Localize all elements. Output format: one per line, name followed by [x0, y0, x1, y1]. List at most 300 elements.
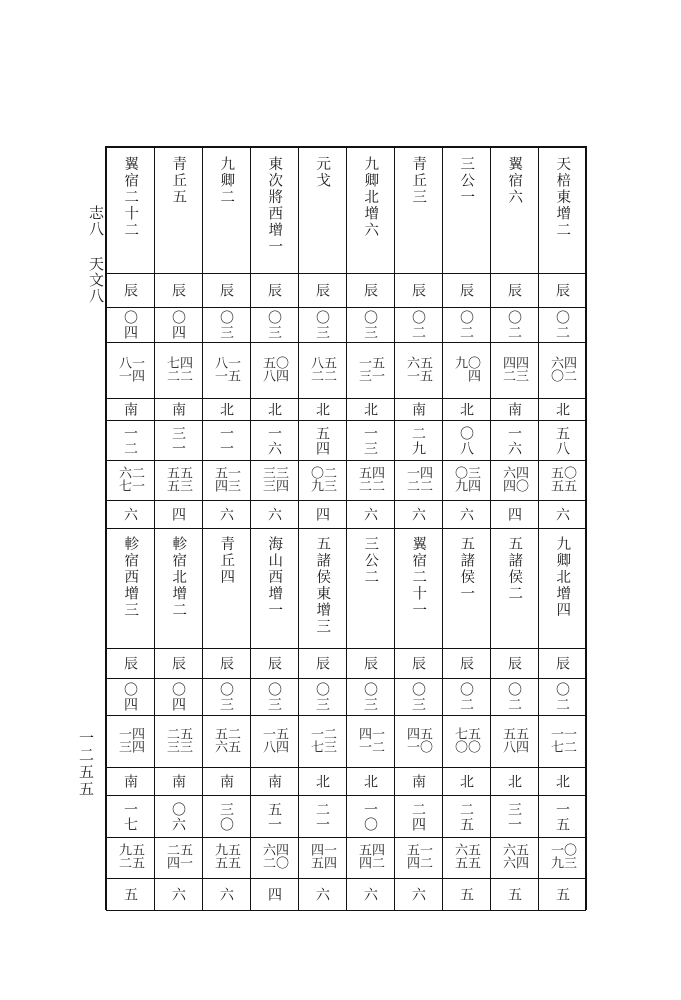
- cell-text: 辰: [170, 283, 186, 298]
- cell-mag: [155, 502, 201, 527]
- cell-deg: [107, 309, 153, 341]
- cell-text: 〇四: [170, 682, 186, 712]
- cell-mag: [203, 880, 249, 909]
- cell-text: 北: [314, 402, 330, 417]
- cell-text: 一〇: [362, 801, 378, 832]
- cell-min: [203, 717, 249, 766]
- cell-name: [395, 536, 441, 646]
- cell-dir: [203, 769, 249, 794]
- cell-text: 五: [458, 887, 474, 902]
- cell-text: 五八: [554, 425, 570, 456]
- cell-text: 青丘四: [218, 536, 235, 586]
- cell-dir: [251, 769, 297, 794]
- cell-text: 五: [554, 887, 570, 902]
- cell-text: 軫宿西增三: [122, 536, 139, 619]
- cell-deg: [203, 309, 249, 341]
- cell-text: 三一: [170, 425, 186, 456]
- cell-deg: [539, 680, 585, 714]
- cell-deg: [539, 309, 585, 341]
- cell-text: 二五: [458, 801, 474, 832]
- cell-text: 一一: [218, 425, 234, 456]
- cell-mag: [395, 880, 441, 909]
- cell-lat-min: [203, 462, 249, 499]
- cell-text: 〇二: [458, 310, 474, 340]
- cell-text: 〇四: [170, 310, 186, 340]
- cell-min: [539, 717, 585, 766]
- cell-text: 〇四: [122, 682, 138, 712]
- cell-text: 四二五四: [356, 843, 384, 869]
- cell-text: 一六: [506, 425, 522, 456]
- cell-text: 四〇六二: [260, 843, 288, 869]
- cell-mag: [347, 880, 393, 909]
- cell-text: 〇二: [506, 310, 522, 340]
- cell-text: 〇三: [362, 682, 378, 712]
- cell-text: 一二一七: [548, 726, 576, 753]
- cell-min: [347, 717, 393, 766]
- cell-dir: [395, 769, 441, 794]
- cell-lat-deg: [107, 422, 153, 459]
- cell-text: 五〇七〇: [452, 726, 480, 753]
- cell-text: 南: [506, 402, 522, 417]
- cell-text: 三四〇九: [452, 465, 480, 492]
- cell-mag: [347, 502, 393, 527]
- cell-text: 四: [266, 887, 282, 902]
- cell-name: [347, 536, 393, 646]
- cell-name: [491, 156, 537, 271]
- cell-text: 南: [410, 774, 426, 789]
- cell-text: 六: [362, 507, 378, 522]
- cell-deg: [155, 309, 201, 341]
- cell-text: 五諸侯一: [458, 536, 475, 602]
- cell-text: 辰: [218, 656, 234, 671]
- cell-text: 辰: [266, 656, 282, 671]
- cell-text: 六: [554, 507, 570, 522]
- cell-dir: [299, 400, 345, 419]
- running-header-volume: 志八: [87, 205, 105, 237]
- cell-dir: [155, 769, 201, 794]
- cell-dir: [395, 400, 441, 419]
- cell-hour: [107, 275, 153, 306]
- cell-deg: [299, 309, 345, 341]
- cell-text: 四二一二: [404, 465, 432, 492]
- table-rule-row: [106, 910, 586, 911]
- cell-deg: [347, 309, 393, 341]
- cell-text: 二四: [410, 801, 426, 832]
- cell-text: 二一六七: [116, 465, 144, 492]
- cell-mag: [539, 502, 585, 527]
- cell-min: [155, 344, 201, 397]
- cell-lat-deg: [395, 422, 441, 459]
- cell-min: [299, 344, 345, 397]
- cell-text: 五諸侯二: [506, 536, 523, 602]
- cell-dir: [491, 400, 537, 419]
- cell-lat-min: [155, 839, 201, 877]
- cell-text: 一六: [266, 425, 282, 456]
- cell-hour: [155, 650, 201, 677]
- cell-text: 四三四二: [500, 355, 528, 382]
- cell-text: 五五九五: [212, 843, 240, 869]
- cell-name: [299, 156, 345, 271]
- cell-text: 〇二: [410, 310, 426, 340]
- cell-text: 〇三一九: [548, 843, 576, 869]
- cell-text: 辰: [554, 656, 570, 671]
- cell-hour: [299, 650, 345, 677]
- cell-min: [395, 717, 441, 766]
- cell-lat-min: [107, 839, 153, 877]
- cell-text: 六: [458, 507, 474, 522]
- cell-lat-min: [251, 462, 297, 499]
- cell-hour: [443, 650, 489, 677]
- cell-lat-deg: [491, 797, 537, 836]
- cell-text: 一三五四: [212, 465, 240, 492]
- cell-lat-deg: [443, 422, 489, 459]
- cell-text: 辰: [218, 283, 234, 298]
- cell-lat-min: [491, 462, 537, 499]
- cell-text: 辰: [410, 656, 426, 671]
- cell-text: 五一二四: [164, 843, 192, 869]
- cell-deg: [491, 680, 537, 714]
- cell-lat-deg: [539, 422, 585, 459]
- cell-mag: [107, 880, 153, 909]
- cell-text: 〇八: [458, 425, 474, 456]
- cell-text: 辰: [458, 283, 474, 298]
- cell-text: 〇五五五: [548, 465, 576, 492]
- cell-name: [251, 536, 297, 646]
- cell-lat-deg: [539, 797, 585, 836]
- cell-hour: [347, 650, 393, 677]
- cell-text: 〇六: [170, 801, 186, 832]
- cell-text: 辰: [266, 283, 282, 298]
- cell-text: 南: [170, 402, 186, 417]
- cell-dir: [539, 400, 585, 419]
- cell-lat-min: [539, 839, 585, 877]
- cell-lat-deg: [107, 797, 153, 836]
- cell-text: 四: [314, 507, 330, 522]
- cell-text: 九卿二: [218, 156, 235, 206]
- cell-text: 〇二: [554, 310, 570, 340]
- cell-text: 五五六五: [452, 843, 480, 869]
- cell-mag: [443, 880, 489, 909]
- cell-mag: [155, 880, 201, 909]
- cell-text: 北: [554, 402, 570, 417]
- cell-text: 五一一三: [356, 355, 384, 382]
- cell-name: [155, 536, 201, 646]
- cell-text: 一二五四: [404, 843, 432, 869]
- cell-text: 辰: [314, 283, 330, 298]
- cell-name: [443, 156, 489, 271]
- table-rule-column: [585, 146, 587, 910]
- cell-text: 六: [218, 507, 234, 522]
- cell-text: 五〇四一: [404, 726, 432, 753]
- cell-text: 〇三: [410, 682, 426, 712]
- cell-hour: [155, 275, 201, 306]
- cell-text: 北: [266, 402, 282, 417]
- cell-text: 二九: [410, 425, 426, 456]
- cell-text: 一四四五: [308, 843, 336, 869]
- cell-text: 五四一八: [260, 726, 288, 753]
- cell-dir: [155, 400, 201, 419]
- cell-text: 二三〇九: [308, 465, 336, 492]
- cell-text: 南: [170, 774, 186, 789]
- cell-lat-deg: [251, 797, 297, 836]
- cell-name: [347, 156, 393, 271]
- cell-text: 四四一三: [116, 726, 144, 753]
- cell-text: 五二八二: [308, 355, 336, 382]
- cell-text: 四二五二: [356, 465, 384, 492]
- cell-dir: [347, 400, 393, 419]
- cell-lat-min: [491, 839, 537, 877]
- cell-text: 五: [122, 887, 138, 902]
- cell-mag: [107, 502, 153, 527]
- cell-lat-min: [299, 839, 345, 877]
- cell-text: 海山西增一: [266, 536, 283, 619]
- cell-deg: [443, 309, 489, 341]
- cell-lat-min: [155, 462, 201, 499]
- cell-deg: [203, 680, 249, 714]
- cell-lat-min: [347, 839, 393, 877]
- cell-text: 五五六一: [404, 355, 432, 382]
- cell-hour: [395, 275, 441, 306]
- cell-min: [491, 717, 537, 766]
- cell-text: 北: [314, 774, 330, 789]
- cell-text: 北: [506, 774, 522, 789]
- cell-hour: [347, 275, 393, 306]
- running-header-section: 天文八: [87, 256, 105, 304]
- cell-text: 辰: [554, 283, 570, 298]
- running-header: [78, 205, 103, 304]
- cell-mag: [203, 502, 249, 527]
- cell-name: [395, 156, 441, 271]
- cell-name: [491, 536, 537, 646]
- cell-deg: [395, 309, 441, 341]
- cell-text: 南: [410, 402, 426, 417]
- cell-mag: [491, 502, 537, 527]
- cell-text: 北: [362, 402, 378, 417]
- cell-deg: [347, 680, 393, 714]
- cell-text: 六: [410, 507, 426, 522]
- cell-text: 〇四九: [452, 355, 480, 382]
- cell-text: 一二: [122, 425, 138, 456]
- cell-text: 六: [410, 887, 426, 902]
- cell-text: 北: [554, 774, 570, 789]
- cell-lat-deg: [299, 797, 345, 836]
- cell-text: 一四八一: [116, 355, 144, 382]
- cell-dir: [107, 400, 153, 419]
- cell-min: [347, 344, 393, 397]
- cell-text: 四二七二: [164, 355, 192, 382]
- cell-text: 五四六六: [500, 843, 528, 869]
- cell-text: 天棓東增二: [554, 156, 571, 239]
- cell-text: 六: [314, 887, 330, 902]
- cell-text: 二一: [314, 801, 330, 832]
- cell-hour: [491, 650, 537, 677]
- cell-text: 九卿北增四: [554, 536, 571, 619]
- cell-name: [203, 536, 249, 646]
- cell-text: 一五八一: [212, 355, 240, 382]
- page-number: 一二五五: [77, 730, 95, 798]
- cell-text: 一七: [122, 801, 138, 832]
- cell-min: [251, 344, 297, 397]
- cell-min: [251, 717, 297, 766]
- cell-text: 三〇: [218, 801, 234, 832]
- cell-mag: [251, 880, 297, 909]
- cell-text: 〇二: [554, 682, 570, 712]
- cell-min: [299, 717, 345, 766]
- cell-text: 四: [170, 507, 186, 522]
- cell-text: 辰: [170, 656, 186, 671]
- cell-text: 辰: [314, 656, 330, 671]
- cell-min: [203, 344, 249, 397]
- cell-hour: [203, 650, 249, 677]
- cell-dir: [347, 769, 393, 794]
- cell-min: [155, 717, 201, 766]
- cell-text: 三四三三: [260, 465, 288, 492]
- cell-deg: [155, 680, 201, 714]
- cell-deg: [443, 680, 489, 714]
- cell-lat-min: [251, 839, 297, 877]
- cell-dir: [539, 769, 585, 794]
- cell-lat-deg: [203, 422, 249, 459]
- cell-min: [539, 344, 585, 397]
- cell-text: 一五: [554, 801, 570, 832]
- cell-hour: [299, 275, 345, 306]
- cell-mag: [443, 502, 489, 527]
- cell-min: [443, 717, 489, 766]
- cell-lat-min: [203, 839, 249, 877]
- cell-hour: [395, 650, 441, 677]
- cell-deg: [251, 680, 297, 714]
- cell-min: [107, 717, 153, 766]
- cell-text: 〇三: [314, 310, 330, 340]
- cell-text: 五一: [266, 801, 282, 832]
- cell-text: 北: [218, 402, 234, 417]
- cell-text: 〇二: [458, 682, 474, 712]
- cell-text: 辰: [458, 656, 474, 671]
- cell-mag: [539, 880, 585, 909]
- cell-text: 五五九二: [116, 843, 144, 869]
- cell-lat-deg: [491, 422, 537, 459]
- cell-text: 四〇六四: [500, 465, 528, 492]
- cell-text: 六: [362, 887, 378, 902]
- cell-mag: [251, 502, 297, 527]
- cell-dir: [491, 769, 537, 794]
- cell-dir: [299, 769, 345, 794]
- cell-text: 〇三: [266, 310, 282, 340]
- cell-lat-min: [107, 462, 153, 499]
- cell-lat-min: [395, 462, 441, 499]
- cell-lat-min: [395, 839, 441, 877]
- cell-name: [251, 156, 297, 271]
- cell-text: 北: [362, 774, 378, 789]
- cell-text: 二三一七: [308, 726, 336, 753]
- cell-text: 四: [506, 507, 522, 522]
- cell-text: 一二四一: [356, 726, 384, 753]
- cell-text: 〇三: [218, 310, 234, 340]
- cell-text: 五四五八: [500, 726, 528, 753]
- cell-mag: [491, 880, 537, 909]
- cell-text: 青丘五: [170, 156, 187, 206]
- cell-hour: [107, 650, 153, 677]
- cell-hour: [539, 650, 585, 677]
- cell-text: 青丘三: [410, 156, 427, 206]
- cell-lat-min: [539, 462, 585, 499]
- cell-hour: [443, 275, 489, 306]
- cell-text: 〇三: [266, 682, 282, 712]
- cell-name: [539, 536, 585, 646]
- cell-name: [107, 156, 153, 271]
- cell-deg: [395, 680, 441, 714]
- cell-name: [155, 156, 201, 271]
- cell-lat-min: [347, 462, 393, 499]
- cell-hour: [251, 275, 297, 306]
- cell-text: 南: [218, 774, 234, 789]
- cell-lat-deg: [251, 422, 297, 459]
- cell-dir: [443, 400, 489, 419]
- cell-lat-min: [299, 462, 345, 499]
- cell-text: 〇四: [122, 310, 138, 340]
- cell-lat-deg: [155, 422, 201, 459]
- cell-lat-deg: [155, 797, 201, 836]
- cell-text: 辰: [122, 283, 138, 298]
- cell-name: [443, 536, 489, 646]
- cell-deg: [107, 680, 153, 714]
- cell-text: 東次將西增一: [266, 156, 283, 255]
- cell-text: 翼宿二十一: [410, 536, 427, 619]
- cell-dir: [107, 769, 153, 794]
- cell-name: [107, 536, 153, 646]
- cell-text: 〇四五八: [260, 355, 288, 382]
- cell-text: 四二六〇: [548, 355, 576, 382]
- cell-deg: [251, 309, 297, 341]
- cell-text: 五三五五: [164, 465, 192, 492]
- cell-text: 〇二: [506, 682, 522, 712]
- cell-mag: [299, 880, 345, 909]
- cell-text: 南: [122, 402, 138, 417]
- cell-text: 北: [458, 402, 474, 417]
- cell-text: 二五五六: [212, 726, 240, 753]
- cell-text: 南: [122, 774, 138, 789]
- cell-text: 五四: [314, 425, 330, 456]
- cell-lat-deg: [395, 797, 441, 836]
- cell-lat-deg: [299, 422, 345, 459]
- cell-deg: [299, 680, 345, 714]
- cell-text: 三公一: [458, 156, 475, 206]
- cell-text: 翼宿六: [506, 156, 523, 206]
- cell-text: 五諸侯東增三: [314, 536, 331, 635]
- cell-lat-deg: [443, 797, 489, 836]
- cell-text: 〇三: [362, 310, 378, 340]
- cell-dir: [443, 769, 489, 794]
- cell-text: 〇三: [218, 682, 234, 712]
- cell-hour: [491, 275, 537, 306]
- cell-text: 辰: [362, 656, 378, 671]
- cell-lat-min: [443, 839, 489, 877]
- cell-text: 辰: [506, 283, 522, 298]
- cell-text: 六: [266, 507, 282, 522]
- cell-min: [443, 344, 489, 397]
- cell-dir: [203, 400, 249, 419]
- cell-text: 辰: [122, 656, 138, 671]
- cell-text: 北: [458, 774, 474, 789]
- cell-text: 六: [170, 887, 186, 902]
- cell-name: [539, 156, 585, 271]
- cell-text: 三公二: [362, 536, 379, 586]
- cell-mag: [395, 502, 441, 527]
- cell-text: 五三二三: [164, 726, 192, 753]
- cell-lat-deg: [347, 422, 393, 459]
- cell-lat-deg: [203, 797, 249, 836]
- cell-name: [299, 536, 345, 646]
